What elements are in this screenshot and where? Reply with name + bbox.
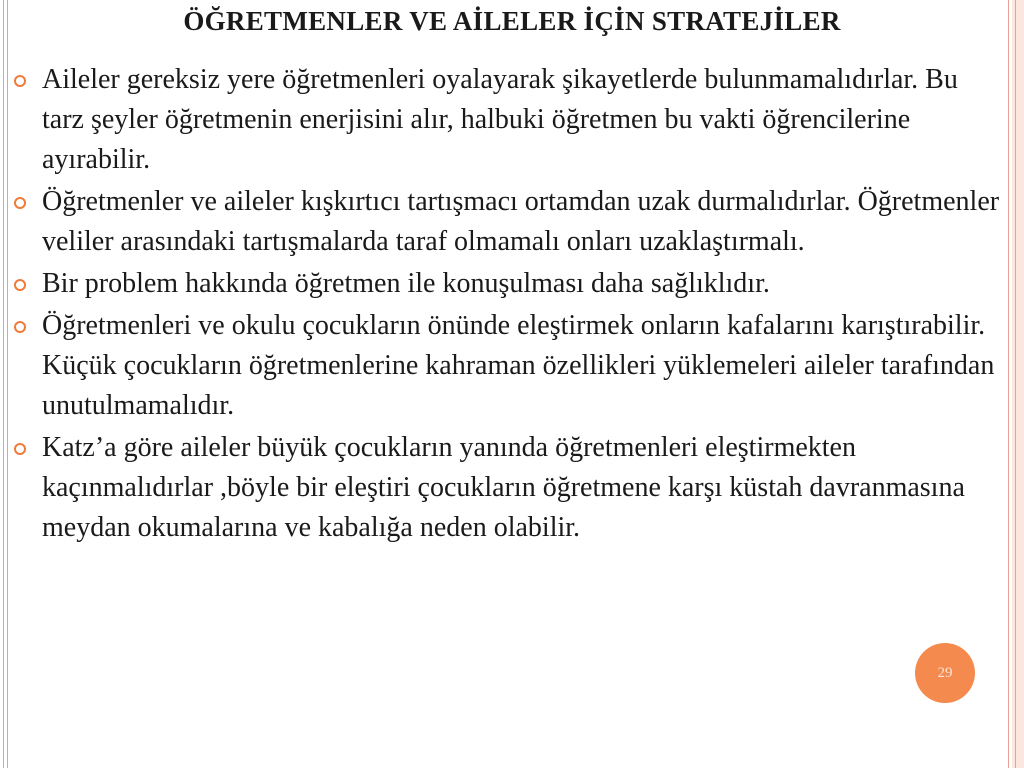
bullet-text: Öğretmenleri ve okulu çocukların önünde eleştirmek onların kafalarını karıştırabilir. Küçük çocukların öğretmenlerine kahraman özellikleri yüklemeleri aileler tarafından unutulmamalıdır.: [42, 310, 995, 421]
bullet-text: Katz’a göre aileler büyük çocukların yanında öğretmenleri eleştirmekten kaçınmalıdırlar ,böyle bir eleştiri çocukların öğretmene karşı küstah davranmasına meydan okumalarına ve kabalığa neden olabilir.: [42, 432, 965, 543]
slide-title: ÖĞRETMENLER VE AİLELER İÇİN STRATEJİLER: [183, 6, 841, 36]
left-border-line-2: [7, 0, 8, 768]
bullet-item: [14, 60, 1006, 180]
circle-bullet-icon: [14, 321, 26, 333]
circle-bullet-icon: [14, 443, 26, 455]
bullet-text: Öğretmenler ve aileler kışkırtıcı tartışmacı ortamdan uzak durmalıdırlar. Öğretmenler veliler arasındaki tartışmalarda taraf olmamalı onları uzaklaştırmalı.: [42, 186, 1000, 257]
bullet-item: [14, 306, 1006, 426]
circle-bullet-icon: [14, 279, 26, 291]
right-border-stripe: [1012, 0, 1024, 768]
bullet-text: Aileler gereksiz yere öğretmenleri oyalayarak şikayetlerde bulunmamalıdırlar. Bu tarz şeyler öğretmenin enerjisini alır, halbuki öğretmen bu vakti öğrencilerine ayırabilir.: [42, 64, 958, 175]
right-border-line: [1008, 0, 1009, 768]
bullet-item: [14, 428, 1006, 548]
slide-number-badge: 29: [915, 643, 975, 703]
bullet-item: [14, 182, 1006, 262]
right-border-line-2: [1015, 0, 1016, 768]
circle-bullet-icon: [14, 75, 26, 87]
bullet-text: Bir problem hakkında öğretmen ile konuşulması daha sağlıklıdır.: [42, 268, 770, 299]
circle-bullet-icon: [14, 197, 26, 209]
bullet-list: [14, 60, 1006, 550]
left-border-line: [3, 0, 4, 768]
bullet-item: [14, 264, 1006, 304]
